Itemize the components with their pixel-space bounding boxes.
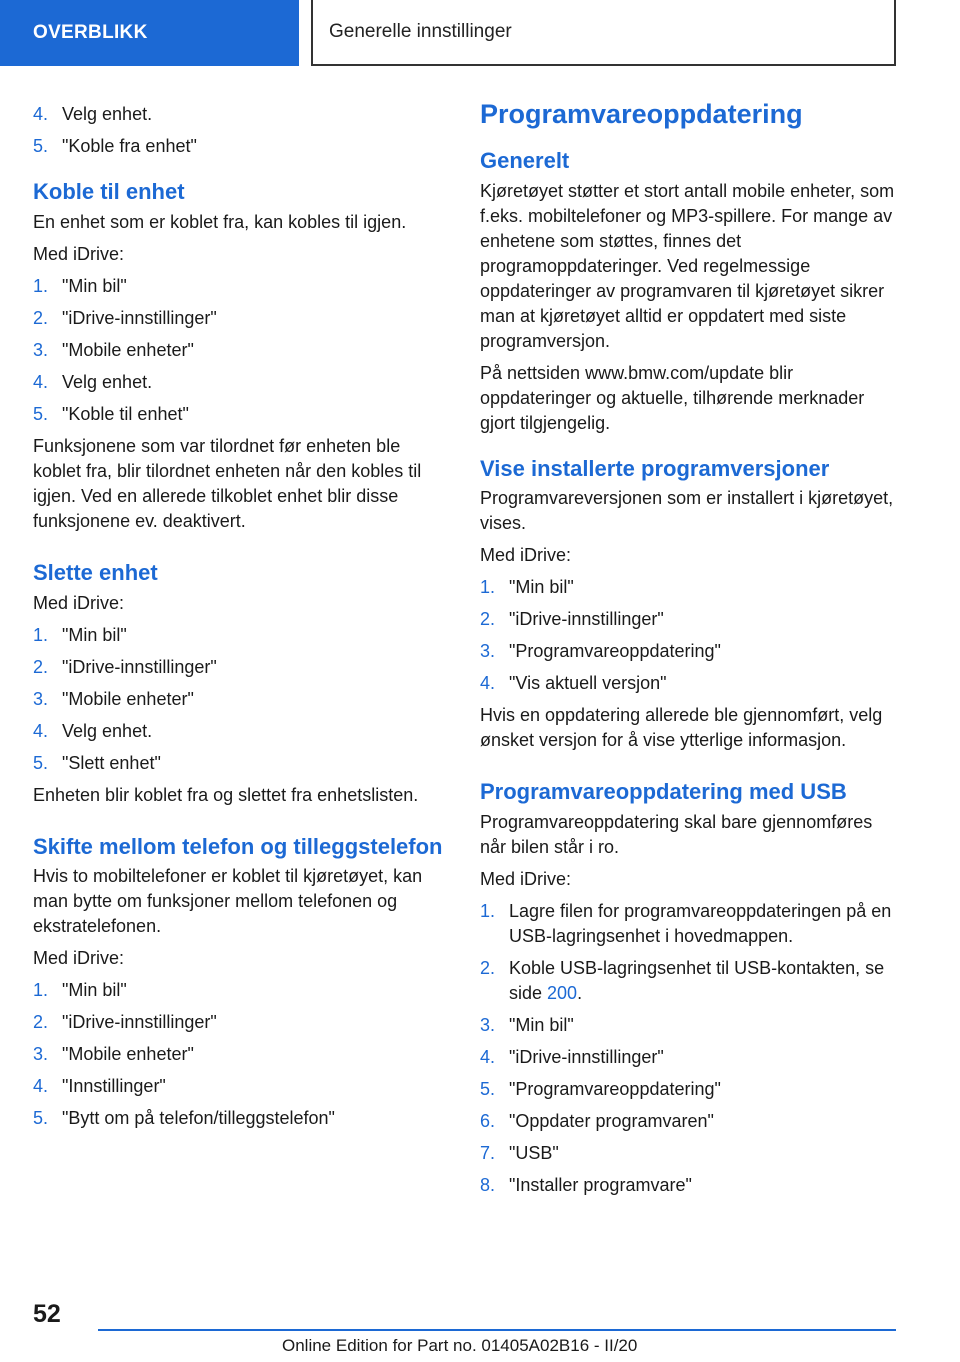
- section-title: Generelle innstillinger: [311, 0, 896, 66]
- step-number: 3.: [33, 1044, 49, 1065]
- step-number: 5.: [33, 752, 49, 773]
- heading-slette-enhet: Slette enhet: [33, 559, 158, 585]
- step-number: 1.: [33, 275, 49, 296]
- step-text: "iDrive-innstillinger": [509, 1047, 664, 1068]
- heading-generelt: Generelt: [480, 147, 570, 173]
- step-number: 4.: [33, 104, 49, 124]
- heading-usb-oppdatering: Programvareoppdatering med USB: [480, 779, 847, 805]
- paragraph: Med iDrive:: [480, 545, 572, 566]
- skifte-steps: [33, 978, 448, 1131]
- step-number: 5.: [480, 1079, 496, 1100]
- step-text: "Vis aktuell versjon": [509, 673, 667, 694]
- tab-overblikk[interactable]: OVERBLIKK: [0, 0, 299, 66]
- list-item: [480, 956, 898, 1006]
- step-text: Velg enhet.: [62, 371, 153, 392]
- step-text: Koble USB-lagringsenhet til USB-kontakten, se side: [509, 958, 885, 1004]
- paragraph: Hvis to mobiltelefoner er koblet til kjøretøyet, kan man bytte om funksjoner mellom telefonen og ekstratelefonen.: [33, 866, 423, 937]
- step-number: 5.: [33, 136, 49, 156]
- step-number: 3.: [480, 641, 496, 662]
- usb-steps: [480, 899, 898, 1198]
- paragraph: Kjøretøyet støtter et stort antall mobile enheter, som f.eks. mobiltelefoner og MP3-spillere. For mange av enhetene som støttes, finnes det programoppdateringer. Ved regelmessige oppdateringer av programvaren til kjøretøyet sikrer man at kjøretøyet alltid er oppdatert med siste programversjon.: [480, 180, 895, 351]
- step-number: 7.: [480, 1143, 496, 1164]
- page-reference-link[interactable]: 200: [547, 983, 578, 1004]
- page-title: Programvareoppdatering: [480, 99, 803, 129]
- list-item: [33, 402, 448, 427]
- footer-edition: Online Edition for Part no. 01405A02B16 - II/20: [282, 1336, 638, 1355]
- right-column: [480, 98, 898, 1205]
- page-number: 52: [33, 1300, 61, 1328]
- step-number: 2.: [33, 656, 49, 677]
- list-item: [33, 274, 448, 299]
- step-number: 2.: [480, 609, 496, 630]
- continued-steps-list: [33, 102, 448, 159]
- paragraph: Med iDrive:: [480, 869, 572, 890]
- step-text: Lagre filen for programvareoppdateringen på en USB-lagringsenhet i hovedmappen.: [509, 901, 892, 947]
- paragraph: Med iDrive:: [33, 948, 125, 969]
- step-number: 4.: [33, 1076, 49, 1097]
- list-item: [33, 978, 448, 1003]
- step-text: "Min bil": [509, 1015, 574, 1036]
- step-number: 4.: [480, 1047, 496, 1068]
- step-number: 2.: [33, 1012, 49, 1033]
- step-text: "Bytt om på telefon/tilleggstelefon": [62, 1108, 335, 1129]
- step-text: "Koble til enhet": [62, 403, 189, 424]
- heading-koble-til-enhet: Koble til enhet: [33, 179, 185, 204]
- paragraph: På nettsiden www.bmw.com/update blir oppdateringer og aktuelle, tilhørende merknader gjort tilgjengelig.: [480, 362, 865, 433]
- step-number: 1.: [480, 577, 496, 598]
- step-text: "Koble fra enhet": [62, 136, 197, 156]
- list-item: [33, 1074, 448, 1099]
- list-item: [480, 671, 898, 696]
- list-item: [33, 338, 448, 363]
- step-text: "Min bil": [62, 624, 127, 645]
- list-item: [33, 134, 448, 159]
- step-text: "iDrive-innstillinger": [62, 656, 217, 677]
- step-number: 4.: [33, 720, 49, 741]
- list-item: [33, 1042, 448, 1067]
- paragraph: Funksjonene som var tilordnet før enheten ble koblet fra, blir tilordnet enheten når den kobles til igjen. Ved en allerede tilkoblet enhet blir disse funksjonene ev. deaktivert.: [33, 435, 422, 531]
- step-text: "Min bil": [62, 980, 127, 1001]
- paragraph: Hvis en oppdatering allerede ble gjennomført, velg ønsket versjon for å vise ytterlige informasjon.: [480, 705, 883, 751]
- page-header: [0, 0, 960, 66]
- step-text: "Mobile enheter": [62, 339, 194, 360]
- step-text: "Innstillinger": [62, 1076, 166, 1097]
- vise-steps: [480, 575, 898, 696]
- list-item: [33, 306, 448, 331]
- heading-skifte-telefon: Skifte mellom telefon og tilleggstelefon: [33, 833, 443, 859]
- list-item: [33, 719, 448, 744]
- step-number: 3.: [480, 1015, 496, 1036]
- list-item: [480, 639, 898, 664]
- step-number: 3.: [33, 339, 49, 360]
- step-number: 2.: [33, 307, 49, 328]
- step-text: "Oppdater programvaren": [509, 1111, 714, 1132]
- step-number: 8.: [480, 1175, 496, 1196]
- heading-vise-programversjoner: Vise installerte programversjoner: [480, 455, 830, 481]
- step-number: 4.: [480, 673, 496, 694]
- step-text: "Min bil": [509, 577, 574, 598]
- step-number: 1.: [33, 624, 49, 645]
- list-item: [480, 899, 898, 949]
- list-item: [33, 1010, 448, 1035]
- step-number: 4.: [33, 371, 49, 392]
- list-item: [480, 1141, 898, 1166]
- slette-steps: [33, 623, 448, 776]
- step-text: "Installer programvare": [509, 1175, 692, 1196]
- step-text: "iDrive-innstillinger": [62, 1012, 217, 1033]
- list-item: [480, 1045, 898, 1070]
- list-item: [480, 1173, 898, 1198]
- step-text: "Mobile enheter": [62, 1044, 194, 1065]
- paragraph: Programvareversjonen som er installert i kjøretøyet, vises.: [480, 488, 894, 534]
- step-text: "Programvareoppdatering": [509, 641, 721, 662]
- step-text: "USB": [509, 1143, 559, 1164]
- step-text: "iDrive-innstillinger": [509, 609, 664, 630]
- step-number: 6.: [480, 1111, 496, 1132]
- step-text: "Slett enhet": [62, 752, 161, 773]
- paragraph: Med iDrive:: [33, 592, 125, 613]
- step-text: "Mobile enheter": [62, 688, 194, 709]
- step-number: 2.: [480, 958, 496, 979]
- step-number: 1.: [480, 901, 496, 922]
- step-text: Velg enhet.: [62, 720, 153, 741]
- step-number: 5.: [33, 403, 49, 424]
- paragraph: En enhet som er koblet fra, kan kobles til igjen.: [33, 211, 407, 232]
- list-item: [480, 1109, 898, 1134]
- list-item: [33, 623, 448, 648]
- list-item: [33, 687, 448, 712]
- step-text: "Min bil": [62, 275, 127, 296]
- step-text: "iDrive-innstillinger": [62, 307, 217, 328]
- list-item: [33, 751, 448, 776]
- paragraph: Med iDrive:: [33, 243, 125, 264]
- footer-divider: [98, 1329, 896, 1331]
- koble-til-steps: [33, 274, 448, 427]
- step-text: "Programvareoppdatering": [509, 1079, 721, 1100]
- step-number: 5.: [33, 1108, 49, 1129]
- step-text: Velg enhet.: [62, 104, 153, 124]
- paragraph: Programvareoppdatering skal bare gjennomføres når bilen står i ro.: [480, 812, 873, 858]
- left-column: [33, 98, 448, 1138]
- list-item: [480, 607, 898, 632]
- step-text-end: .: [577, 983, 583, 1004]
- list-item: [480, 1013, 898, 1038]
- paragraph: Enheten blir koblet fra og slettet fra enhetslisten.: [33, 784, 419, 805]
- list-item: [33, 370, 448, 395]
- list-item: [480, 575, 898, 600]
- list-item: [33, 655, 448, 680]
- list-item: [480, 1077, 898, 1102]
- step-number: 3.: [33, 688, 49, 709]
- step-number: 1.: [33, 980, 49, 1001]
- list-item: [33, 102, 448, 127]
- list-item: [33, 1106, 448, 1131]
